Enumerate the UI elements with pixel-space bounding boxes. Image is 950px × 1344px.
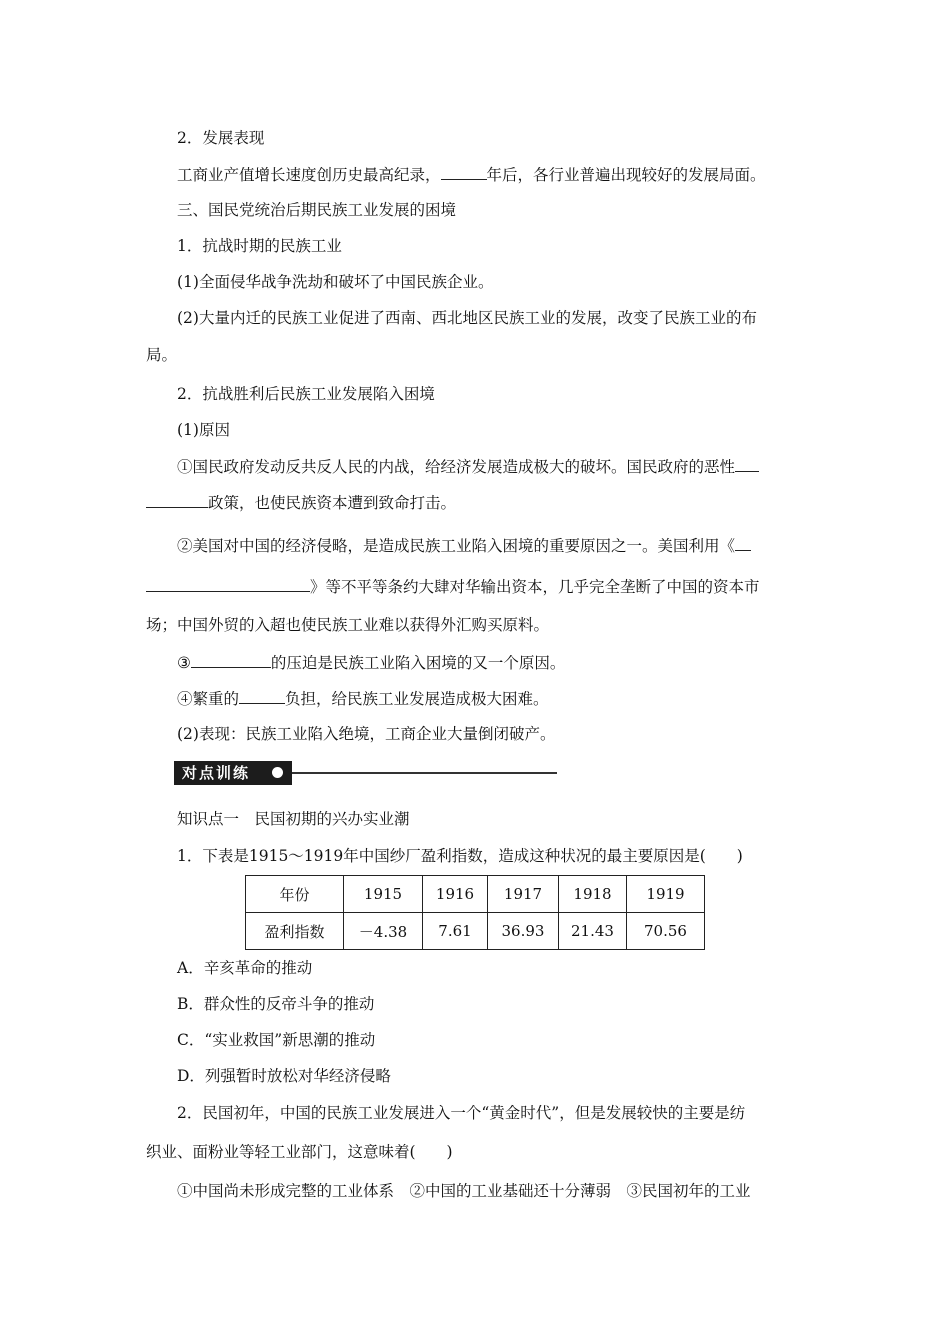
option-d[interactable]: D．列强暂时放松对华经济侵略 bbox=[177, 1067, 391, 1085]
text-span: 年后，各行业普遍出现较好的发展局面。 bbox=[486, 166, 766, 184]
paragraph-wartime-2: (2)大量内迁的民族工业促进了西南、西北地区民族工业的发展，改变了民族工业的布 bbox=[177, 309, 757, 327]
reason-3 bbox=[177, 651, 565, 674]
question-2-cont: 织业、面粉业等轻工业部门，这意味着( ) bbox=[146, 1143, 453, 1161]
text-span: ③ bbox=[177, 654, 191, 672]
question-2-statements: ①中国尚未形成完整的工业体系 ②中国的工业基础还十分薄弱 ③民国初年的工业 bbox=[177, 1182, 751, 1200]
fill-blank[interactable] bbox=[239, 687, 285, 704]
table-cell: 1917 bbox=[488, 876, 559, 913]
knowledge-point-1: 知识点一 民国初期的兴办实业潮 bbox=[177, 810, 410, 828]
fill-blank[interactable] bbox=[441, 163, 487, 180]
text-span: 工商业产值增长速度创历史最高纪录， bbox=[177, 166, 441, 184]
table-cell: 1918 bbox=[559, 876, 627, 913]
table-cell: 1916 bbox=[423, 876, 488, 913]
text-span: 负担，给民族工业发展造成极大困难。 bbox=[285, 690, 549, 708]
fill-blank[interactable] bbox=[735, 455, 759, 472]
reason-heading: (1)原因 bbox=[177, 421, 230, 439]
table-cell: 21.43 bbox=[559, 913, 627, 950]
text-span: 政策，也使民族资本遭到致命打击。 bbox=[208, 494, 457, 512]
reason-1 bbox=[177, 455, 759, 478]
table-cell: 1915 bbox=[344, 876, 423, 913]
option-a[interactable]: A．辛亥革命的推动 bbox=[177, 959, 313, 977]
table-row bbox=[246, 876, 705, 913]
manifestation: (2)表现：民族工业陷入绝境，工商企业大量倒闭破产。 bbox=[177, 725, 556, 743]
table-cell: 7.61 bbox=[423, 913, 488, 950]
text-span: ④繁重的 bbox=[177, 690, 240, 708]
fill-blank[interactable] bbox=[735, 534, 751, 551]
option-c[interactable]: C．“实业救国”新思潮的推动 bbox=[177, 1031, 376, 1049]
paragraph-development bbox=[177, 163, 766, 186]
banner-label: 对点训练 bbox=[174, 761, 292, 785]
table-cell: 1919 bbox=[627, 876, 705, 913]
fill-blank[interactable] bbox=[146, 575, 310, 592]
reason-1-cont bbox=[146, 491, 456, 514]
reason-2-cont2: 场；中国外贸的入超也使民族工业难以获得外汇购买原料。 bbox=[146, 616, 550, 634]
section-heading-development: 2．发展表现 bbox=[177, 129, 265, 147]
reason-2-cont bbox=[146, 575, 760, 598]
text-span: 》等不平等条约大肆对华输出资本，几乎完全垄断了中国的资本市 bbox=[310, 578, 760, 596]
reason-2 bbox=[177, 534, 751, 557]
profit-index-table bbox=[245, 875, 705, 950]
section-heading-dilemma: 三、国民党统治后期民族工业发展的困境 bbox=[177, 201, 457, 219]
text-span: ①国民政府发动反共反人民的内战，给经济发展造成极大的破坏。国民政府的恶性 bbox=[177, 458, 736, 476]
fill-blank[interactable] bbox=[191, 651, 271, 668]
bullet-icon bbox=[272, 767, 283, 778]
table-cell: －4.38 bbox=[344, 913, 423, 950]
paragraph-wartime-2-cont: 局。 bbox=[146, 346, 178, 364]
subheading-postwar: 2．抗战胜利后民族工业发展陷入困境 bbox=[177, 385, 435, 403]
question-1: 1．下表是1915～1919年中国纱厂盈利指数，造成这种状况的最主要原因是( ) bbox=[177, 847, 743, 865]
banner-divider bbox=[292, 772, 557, 774]
question-2: 2．民国初年，中国的民族工业发展进入一个“黄金时代”，但是发展较快的主要是纺 bbox=[177, 1104, 746, 1122]
subheading-wartime: 1．抗战时期的民族工业 bbox=[177, 237, 342, 255]
paragraph-wartime-1: (1)全面侵华战争洗劫和破坏了中国民族企业。 bbox=[177, 273, 494, 291]
reason-4 bbox=[177, 687, 549, 710]
fill-blank[interactable] bbox=[146, 491, 208, 508]
text-span: 的压迫是民族工业陷入困境的又一个原因。 bbox=[270, 654, 566, 672]
table-cell: 36.93 bbox=[488, 913, 559, 950]
text-span: ②美国对中国的经济侵略，是造成民族工业陷入困境的重要原因之一。美国利用《 bbox=[177, 537, 736, 555]
table-cell: 70.56 bbox=[627, 913, 705, 950]
table-cell: 年份 bbox=[246, 876, 344, 913]
table-cell: 盈利指数 bbox=[246, 913, 344, 950]
table-row bbox=[246, 913, 705, 950]
option-b[interactable]: B．群众性的反帝斗争的推动 bbox=[177, 995, 375, 1013]
